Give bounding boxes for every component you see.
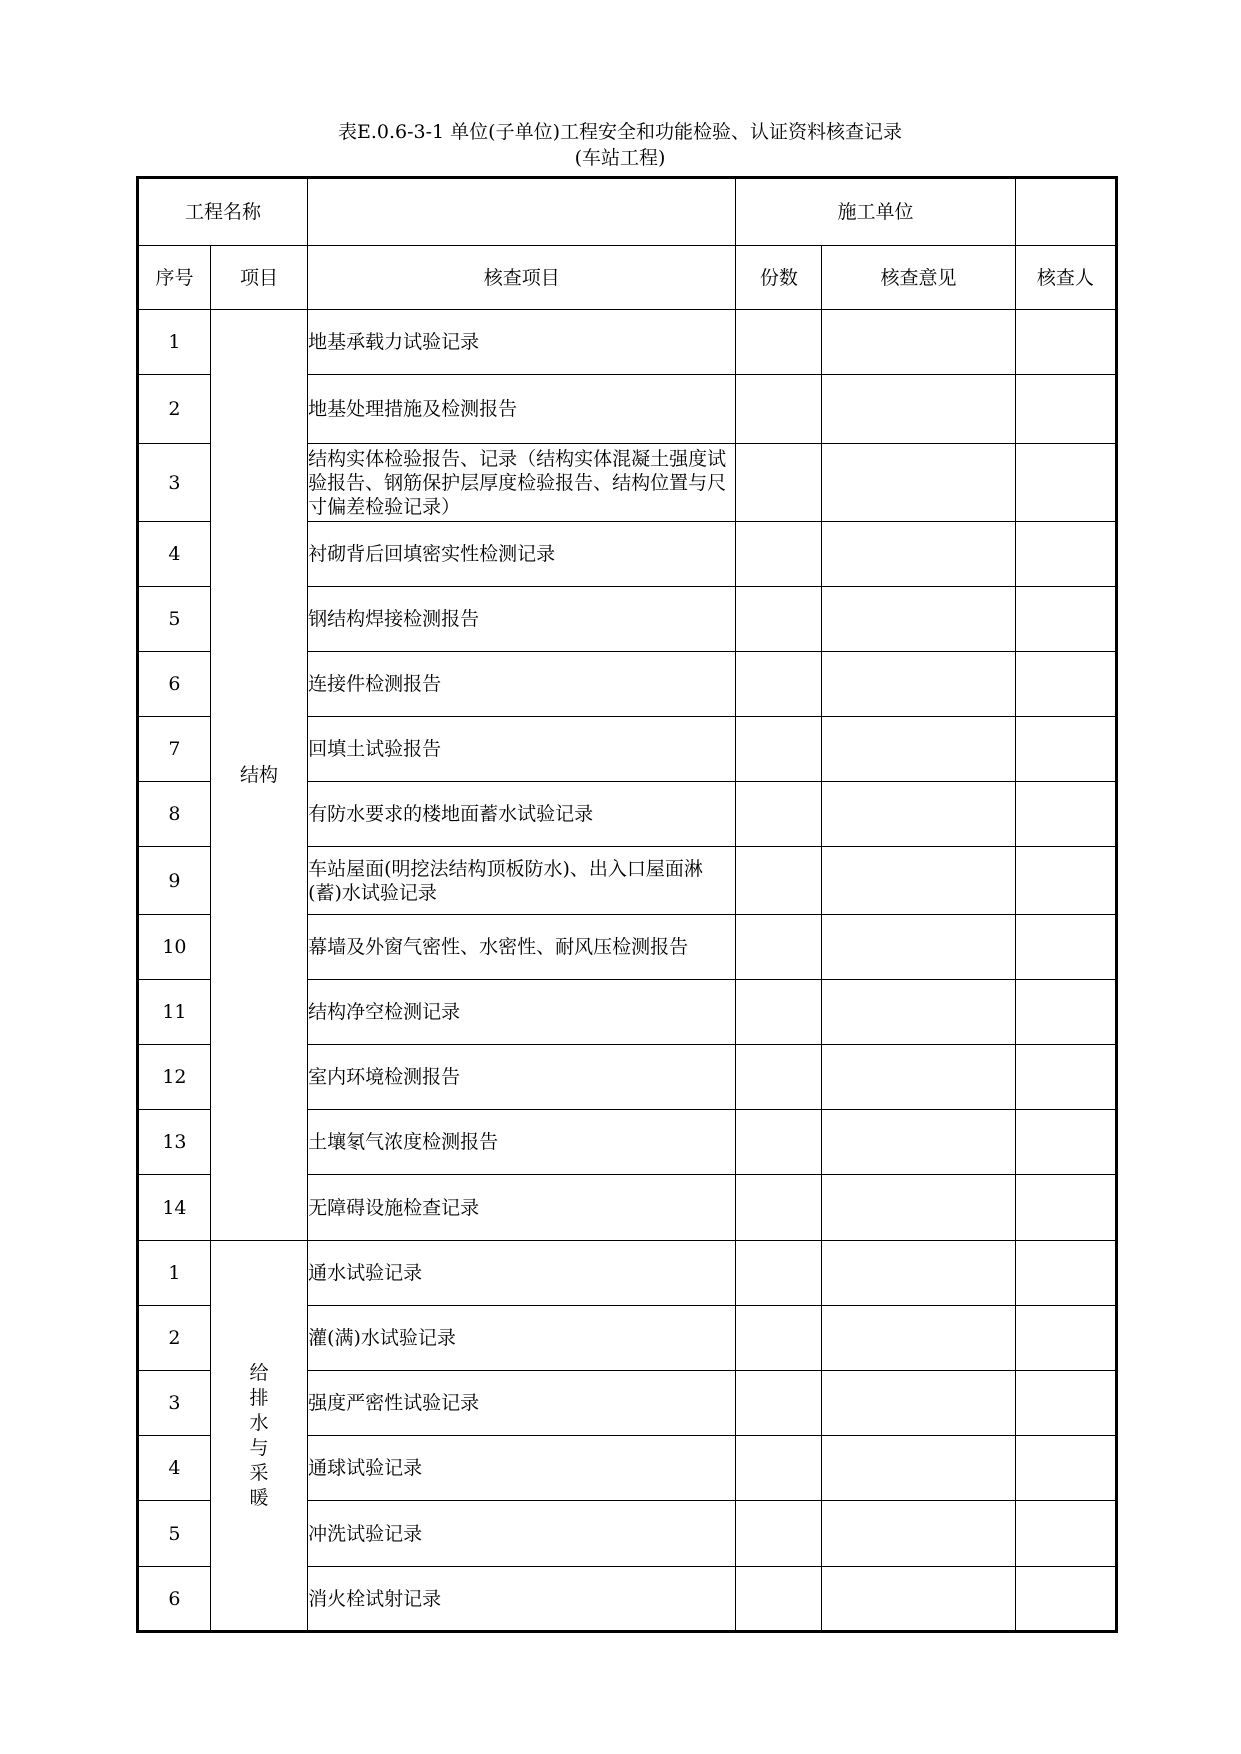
opinion-cell[interactable] (822, 915, 1015, 980)
row-seq: 7 (138, 717, 211, 782)
check-item-text: 地基承载力试验记录 (308, 310, 736, 375)
copies-cell[interactable] (736, 1045, 822, 1110)
opinion-cell[interactable] (822, 782, 1015, 847)
row-seq: 5 (138, 1501, 211, 1567)
row-seq: 5 (138, 587, 211, 652)
check-item-text: 连接件检测报告 (308, 652, 736, 717)
copies-cell[interactable] (736, 1501, 822, 1567)
group-name-label: 给排水与采暖 (249, 1361, 269, 1509)
checker-cell[interactable] (1015, 1175, 1116, 1241)
opinion-cell[interactable] (822, 1567, 1015, 1632)
project-name-label: 工程名称 (138, 178, 308, 246)
opinion-cell[interactable] (822, 1045, 1015, 1110)
row-seq: 3 (138, 444, 211, 522)
row-seq: 3 (138, 1371, 211, 1436)
check-item-text: 室内环境检测报告 (308, 1045, 736, 1110)
row-seq: 9 (138, 847, 211, 915)
copies-cell[interactable] (736, 980, 822, 1045)
copies-cell[interactable] (736, 1175, 822, 1241)
row-seq: 10 (138, 915, 211, 980)
check-item-text: 强度严密性试验记录 (308, 1371, 736, 1436)
check-item-text: 冲洗试验记录 (308, 1501, 736, 1567)
header-info-row (138, 178, 1117, 246)
col-header-copies: 份数 (736, 246, 822, 310)
opinion-cell[interactable] (822, 1241, 1015, 1306)
copies-cell[interactable] (736, 444, 822, 522)
checker-cell[interactable] (1015, 1110, 1116, 1175)
opinion-cell[interactable] (822, 1306, 1015, 1371)
copies-cell[interactable] (736, 310, 822, 375)
check-item-text: 结构实体检验报告、记录（结构实体混凝土强度试验报告、钢筋保护层厚度检验报告、结构位置与尺寸偏差检验记录） (308, 444, 736, 522)
verification-record-table (136, 176, 1118, 1633)
opinion-cell[interactable] (822, 1371, 1015, 1436)
row-seq: 14 (138, 1175, 211, 1241)
opinion-cell[interactable] (822, 587, 1015, 652)
checker-cell[interactable] (1015, 1371, 1116, 1436)
group-name (210, 310, 307, 1241)
copies-cell[interactable] (736, 1306, 822, 1371)
checker-cell[interactable] (1015, 1241, 1116, 1306)
opinion-cell[interactable] (822, 652, 1015, 717)
col-header-seq: 序号 (138, 246, 211, 310)
opinion-cell[interactable] (822, 1175, 1015, 1241)
document-subtitle: (车站工程) (574, 147, 666, 169)
checker-cell[interactable] (1015, 652, 1116, 717)
opinion-cell[interactable] (822, 717, 1015, 782)
copies-cell[interactable] (736, 717, 822, 782)
copies-cell[interactable] (736, 1371, 822, 1436)
copies-cell[interactable] (736, 915, 822, 980)
contractor-label: 施工单位 (736, 178, 1015, 246)
row-seq: 6 (138, 1567, 211, 1632)
row-seq: 1 (138, 310, 211, 375)
checker-cell[interactable] (1015, 847, 1116, 915)
check-item-text: 无障碍设施检查记录 (308, 1175, 736, 1241)
project-name-field[interactable] (308, 178, 736, 246)
check-item-text: 车站屋面(明挖法结构顶板防水)、出入口屋面淋(蓄)水试验记录 (308, 847, 736, 915)
checker-cell[interactable] (1015, 1436, 1116, 1501)
opinion-cell[interactable] (822, 980, 1015, 1045)
table-row (138, 310, 1117, 375)
row-seq: 8 (138, 782, 211, 847)
row-seq: 1 (138, 1241, 211, 1306)
opinion-cell[interactable] (822, 375, 1015, 444)
checker-cell[interactable] (1015, 1501, 1116, 1567)
row-seq: 12 (138, 1045, 211, 1110)
row-seq: 4 (138, 1436, 211, 1501)
opinion-cell[interactable] (822, 1501, 1015, 1567)
document-title: 表E.0.6-3-1 单位(子单位)工程安全和功能检验、认证资料核查记录 (337, 121, 902, 143)
row-seq: 2 (138, 1306, 211, 1371)
copies-cell[interactable] (736, 1241, 822, 1306)
col-header-item: 项目 (210, 246, 307, 310)
checker-cell[interactable] (1015, 980, 1116, 1045)
row-seq: 11 (138, 980, 211, 1045)
opinion-cell[interactable] (822, 310, 1015, 375)
row-seq: 13 (138, 1110, 211, 1175)
copies-cell[interactable] (736, 1110, 822, 1175)
check-item-text: 通水试验记录 (308, 1241, 736, 1306)
check-item-text: 幕墙及外窗气密性、水密性、耐风压检测报告 (308, 915, 736, 980)
checker-cell[interactable] (1015, 717, 1116, 782)
contractor-field[interactable] (1015, 178, 1116, 246)
row-seq: 2 (138, 375, 211, 444)
checker-cell[interactable] (1015, 1567, 1116, 1632)
check-item-text: 土壤氡气浓度检测报告 (308, 1110, 736, 1175)
copies-cell[interactable] (736, 652, 822, 717)
check-item-text: 结构净空检测记录 (308, 980, 736, 1045)
copies-cell[interactable] (736, 782, 822, 847)
col-header-check-item: 核查项目 (308, 246, 736, 310)
copies-cell[interactable] (736, 1436, 822, 1501)
check-item-text: 灌(满)水试验记录 (308, 1306, 736, 1371)
opinion-cell[interactable] (822, 1436, 1015, 1501)
checker-cell[interactable] (1015, 522, 1116, 587)
col-header-checker: 核查人 (1015, 246, 1116, 310)
row-seq: 6 (138, 652, 211, 717)
check-item-text: 钢结构焊接检测报告 (308, 587, 736, 652)
check-item-text: 消火栓试射记录 (308, 1567, 736, 1632)
opinion-cell[interactable] (822, 444, 1015, 522)
checker-cell[interactable] (1015, 915, 1116, 980)
check-item-text: 通球试验记录 (308, 1436, 736, 1501)
check-item-text: 地基处理措施及检测报告 (308, 375, 736, 444)
checker-cell[interactable] (1015, 1306, 1116, 1371)
check-item-text: 有防水要求的楼地面蓄水试验记录 (308, 782, 736, 847)
checker-cell[interactable] (1015, 444, 1116, 522)
checker-cell[interactable] (1015, 1045, 1116, 1110)
group-name (210, 1241, 307, 1632)
checker-cell[interactable] (1015, 310, 1116, 375)
copies-cell[interactable] (736, 847, 822, 915)
group-name-label: 结构 (239, 764, 278, 786)
opinion-cell[interactable] (822, 522, 1015, 587)
checker-cell[interactable] (1015, 587, 1116, 652)
opinion-cell[interactable] (822, 847, 1015, 915)
check-item-text: 衬砌背后回填密实性检测记录 (308, 522, 736, 587)
col-header-opinion: 核查意见 (822, 246, 1015, 310)
opinion-cell[interactable] (822, 1110, 1015, 1175)
checker-cell[interactable] (1015, 375, 1116, 444)
copies-cell[interactable] (736, 522, 822, 587)
row-seq: 4 (138, 522, 211, 587)
copies-cell[interactable] (736, 375, 822, 444)
copies-cell[interactable] (736, 1567, 822, 1632)
copies-cell[interactable] (736, 587, 822, 652)
table-row (138, 1241, 1117, 1306)
check-item-text: 回填土试验报告 (308, 717, 736, 782)
checker-cell[interactable] (1015, 782, 1116, 847)
column-header-row (138, 246, 1117, 310)
